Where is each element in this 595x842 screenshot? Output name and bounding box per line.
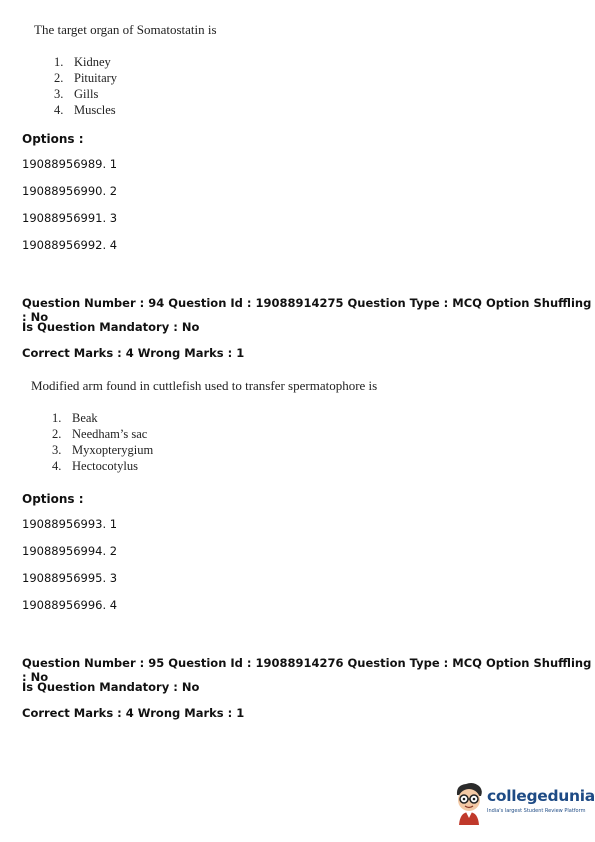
answer-choices <box>54 54 117 118</box>
choice-item: 2. Needham’s sac <box>52 427 148 441</box>
mascot-icon <box>452 781 486 825</box>
option-id: 19088956996. 4 <box>22 598 118 612</box>
choice-item: 3. Myxopterygium <box>52 443 154 457</box>
question-mandatory: Is Question Mandatory : No <box>22 680 200 694</box>
option-id: 19088956995. 3 <box>22 571 118 585</box>
choice-item: 3. Gills <box>54 87 99 101</box>
option-id: 19088956994. 2 <box>22 544 118 558</box>
logo-tagline: India's largest Student Review Platform <box>487 808 586 814</box>
option-id: 19088956992. 4 <box>22 238 118 252</box>
option-id: 19088956989. 1 <box>22 157 118 171</box>
question-meta: Question Number : 94 Question Id : 19088914275 Question Type : MCQ Option Shuffling : No <box>22 296 592 324</box>
question-mandatory: Is Question Mandatory : No <box>22 320 200 334</box>
options-label: Options : <box>22 492 84 506</box>
option-id: 19088956990. 2 <box>22 184 118 198</box>
question-meta: Question Number : 95 Question Id : 19088914276 Question Type : MCQ Option Shuffling : No <box>22 656 592 684</box>
choice-item: 1. Beak <box>52 411 98 425</box>
choice-item: 1. Kidney <box>54 55 111 69</box>
choice-item: 4. Hectocotylus <box>52 459 138 473</box>
choice-item: 2. Pituitary <box>54 71 118 85</box>
question-text: The target organ of Somatostatin is <box>34 22 217 37</box>
option-id: 19088956991. 3 <box>22 211 118 225</box>
collegedunia-logo <box>452 781 595 825</box>
question-marks: Correct Marks : 4 Wrong Marks : 1 <box>22 346 245 360</box>
logo-wordmark: collegedunia <box>487 787 595 805</box>
answer-choices <box>52 410 153 474</box>
choice-item: 4. Muscles <box>54 103 116 117</box>
option-id: 19088956993. 1 <box>22 517 118 531</box>
question-text: Modified arm found in cuttlefish used to transfer spermatophore is <box>31 378 378 393</box>
question-marks: Correct Marks : 4 Wrong Marks : 1 <box>22 706 245 720</box>
options-label: Options : <box>22 132 84 146</box>
